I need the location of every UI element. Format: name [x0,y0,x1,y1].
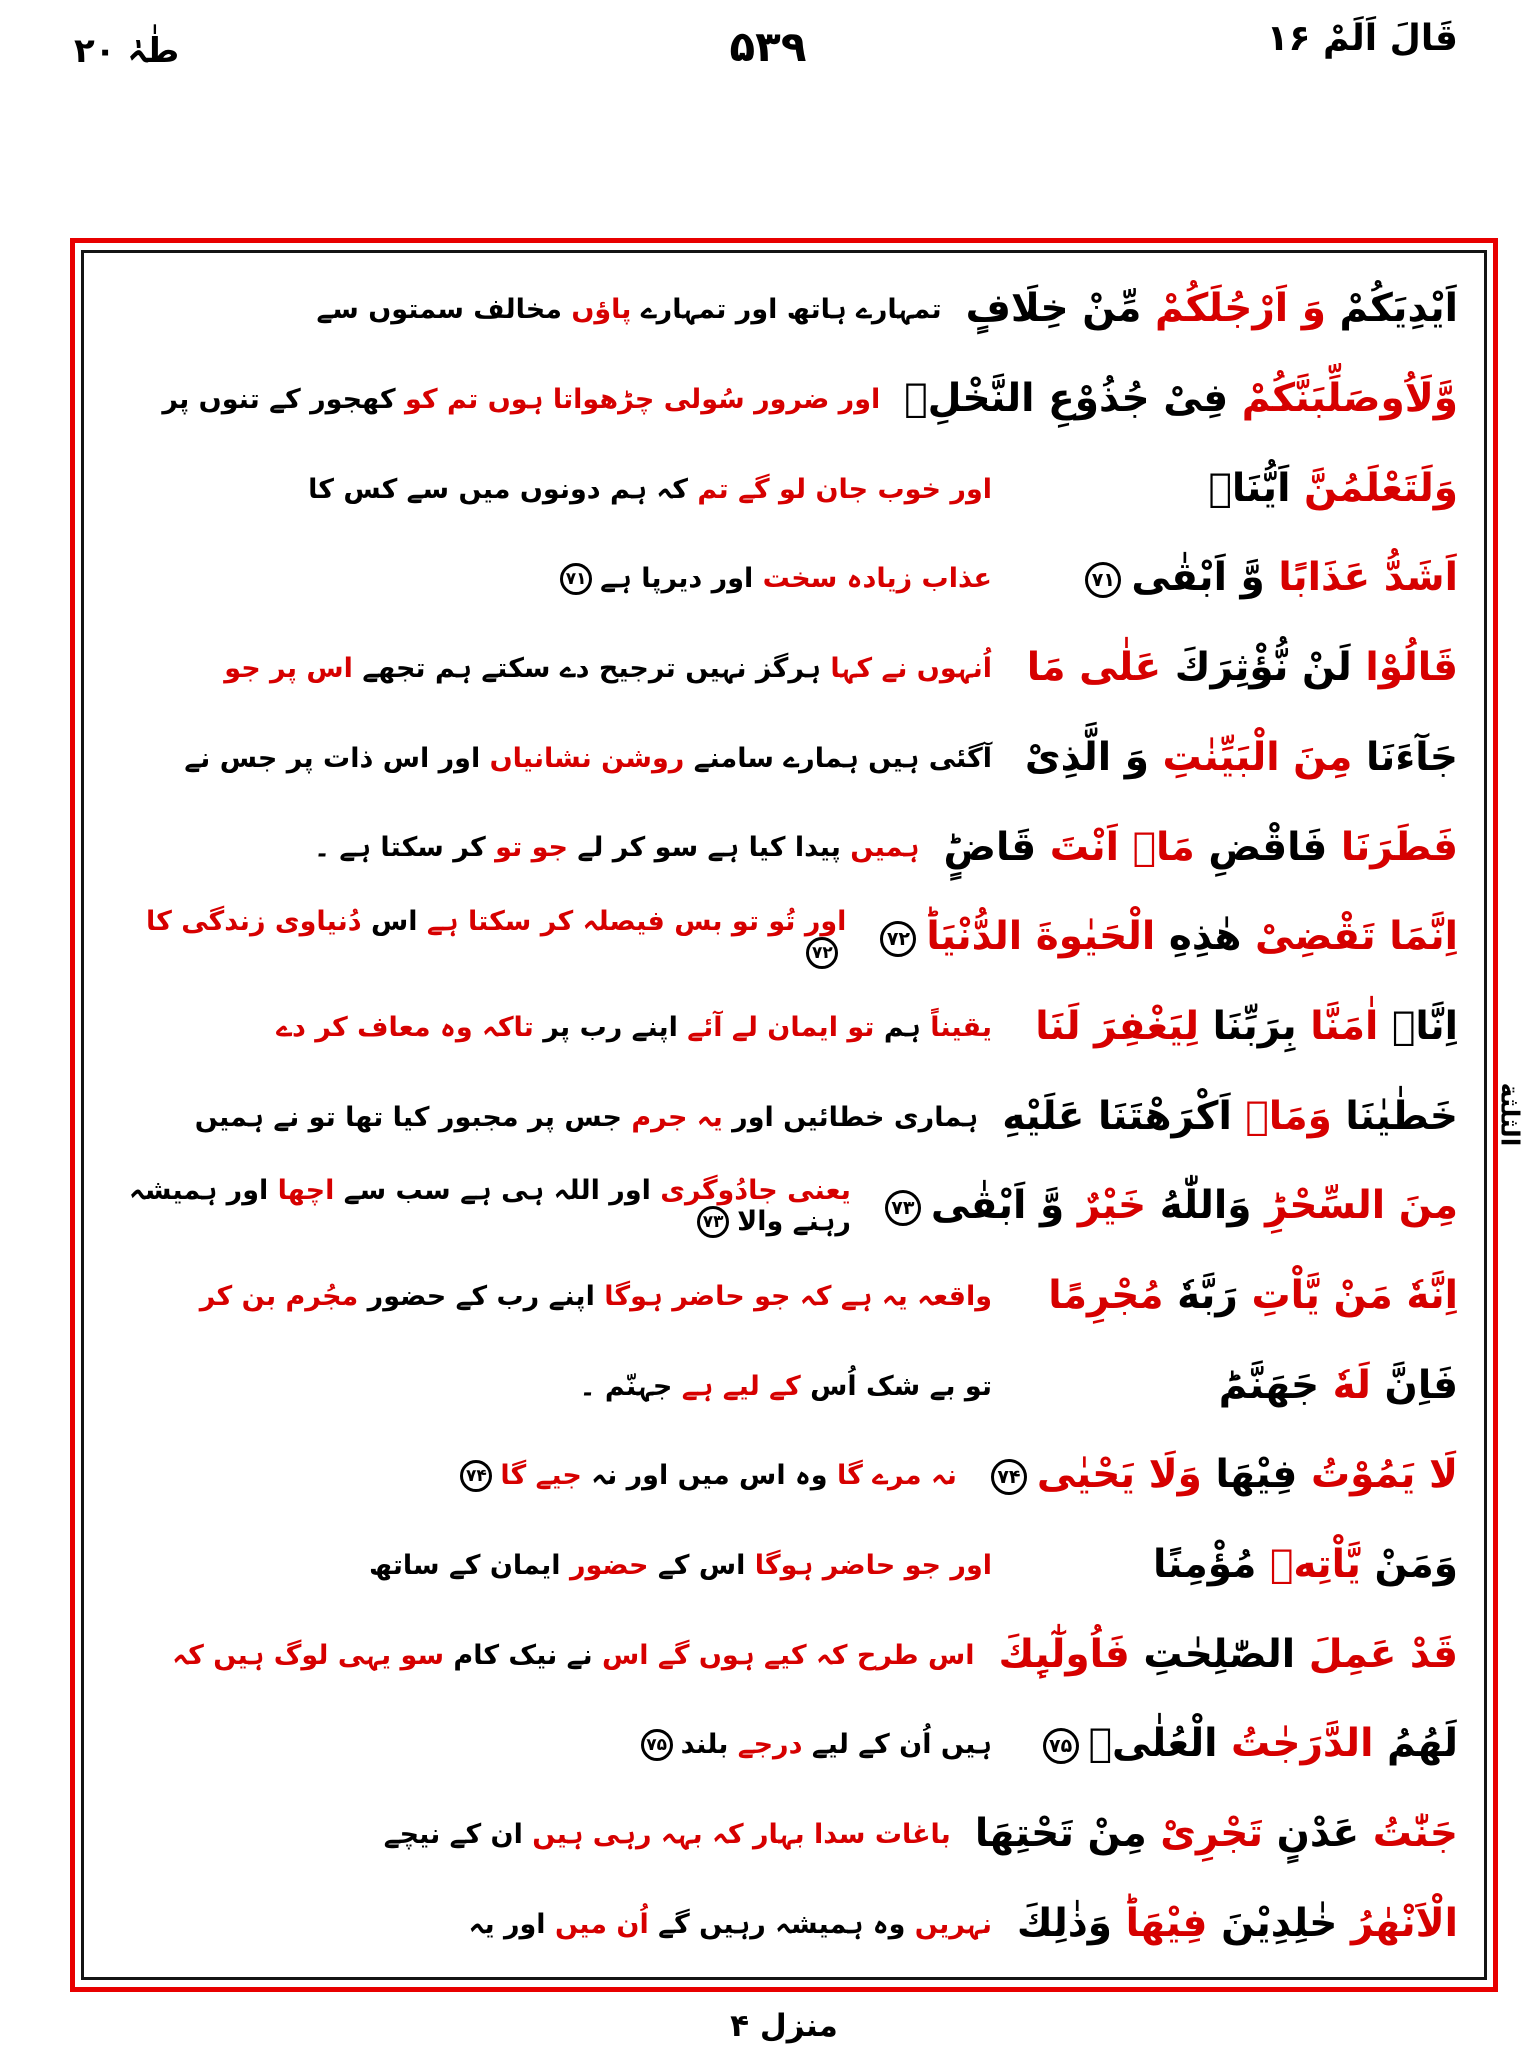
verse-marker: ۷۱ [1085,562,1121,598]
quran-line-row [102,1521,1458,1611]
quran-line-row [102,1341,1458,1431]
urdu-segment: اُن میں [554,1908,649,1940]
quran-line-row [102,534,1458,624]
arabic-line [1016,555,1458,601]
urdu-segment: نہ مرے گا [836,1459,957,1491]
arabic-line [965,286,1458,332]
urdu-segment: اور دیرپا ہے [600,562,754,594]
arabic-segment: فِیْهَا [1215,1452,1298,1498]
arabic-segment: جَنّٰتُ [1372,1811,1458,1857]
urdu-segment: اُنہوں نے کہا [830,653,992,685]
quran-line-row [102,713,1458,803]
arabic-segment: وَلَا یَحْیٰی [1036,1452,1202,1498]
urdu-translation-line [102,1819,975,1850]
urdu-translation-line [102,653,1016,684]
arabic-segment: الْحَیٰوةَ الدُّنْیَاؕ [926,914,1156,960]
page-header [0,0,1536,110]
urdu-segment: نہریں [914,1908,992,1940]
arabic-segment: عَدْنٍ [1276,1811,1360,1857]
quran-line-row [102,1790,1458,1880]
lines [84,253,1484,1977]
page-border-frame [70,238,1498,1992]
urdu-translation-line [102,1729,1016,1762]
arabic-segment: اٰمَنَّا [1310,1003,1379,1049]
arabic-segment: یَّاْتِهٖ [1269,1542,1361,1587]
quran-line-row [102,1610,1458,1700]
urdu-translation-line [102,1460,981,1493]
urdu-segment: جہنّم ۔ [579,1370,673,1402]
arabic-line [904,376,1458,422]
urdu-segment: اس پر جو [224,653,353,685]
arabic-segment: اِنَّمَا تَقْضِیْ [1255,914,1458,960]
urdu-segment: وہ اس میں اور نہ [591,1459,828,1491]
urdu-translation-line [102,1281,1016,1312]
arabic-segment: فَاُولٰٓىِٕكَ [998,1631,1130,1677]
urdu-segment: ہم [883,1011,921,1043]
urdu-segment: بلند [680,1728,729,1760]
urdu-segment: یقیناً [930,1011,992,1043]
urdu-segment: آگئی ہیں ہمارے سامنے [693,742,992,774]
urdu-segment: اس [370,905,418,937]
quran-line-row [102,1879,1458,1969]
urdu-segment: ایمان کے ساتھ [368,1549,561,1581]
urdu-segment: واقعہ یہ ہے کہ جو حاضر ہوگا [604,1280,992,1312]
urdu-segment: کر سکتا ہے ۔ [314,832,486,864]
quran-line-row [102,983,1458,1073]
arabic-line [1016,1542,1458,1587]
arabic-segment: خَیْرٌ [1077,1183,1147,1229]
urdu-segment: یہ جرم [631,1101,723,1133]
urdu-translation-line [102,474,1016,505]
urdu-translation-line [102,1012,1016,1043]
arabic-segment: خَطٰیٰنَا [1345,1093,1458,1139]
urdu-translation-line [102,743,1016,774]
urdu-segment: ہرگز نہیں ترجیح دے سکتے ہم تجھے [362,653,821,685]
verse-marker: ۷۵ [1043,1728,1079,1764]
arabic-segment: قَاضٍؕ [943,824,1037,870]
arabic-segment: وَ الَّذِیْ [1024,734,1149,780]
urdu-segment: درجے [737,1728,803,1760]
arabic-segment: مُؤْمِنًا [1153,1542,1257,1587]
arabic-line [1002,1093,1458,1139]
arabic-segment: وَمَنْ [1374,1542,1458,1587]
urdu-segment: اس طرح کہ کیے ہوں گے اس [602,1639,975,1671]
urdu-segment: اپنے رب پر [543,1011,678,1043]
arabic-segment: الصّٰلِحٰتِ [1143,1631,1296,1677]
verse-marker: ۷۴ [991,1459,1027,1495]
urdu-segment: اچھا [277,1174,335,1206]
arabic-line [1016,734,1458,780]
urdu-segment: مجُرم بن کر [199,1280,359,1312]
arabic-segment: لَنْ نُّؤْثِرَكَ [1174,645,1352,691]
verse-marker: ۷۳ [697,1206,729,1238]
arabic-segment: اَشَدُّ عَذَابًا [1278,555,1458,601]
urdu-translation-line [102,563,1016,596]
urdu-segment: کے لیے ہے [681,1370,801,1402]
quran-line-row [102,803,1458,893]
arabic-segment: وَّلَاُوصَلِّبَنَّكُمْ [1241,376,1458,422]
arabic-segment: وَذٰلِكَ [1016,1900,1113,1946]
arabic-line [1016,465,1458,511]
arabic-line [1016,1003,1458,1049]
urdu-segment: نے نیک کام [453,1639,593,1671]
arabic-line [875,1183,1458,1229]
arabic-segment: فِیْ جُذُوْعِ النَّخْلِۙ [904,376,1229,422]
urdu-segment: جیے گا [500,1459,582,1491]
urdu-segment: اپنے رب کے حضور [367,1280,595,1312]
arabic-line [1016,1900,1458,1946]
urdu-segment: تمہارے ہاتھ اور تمہارے [640,294,942,326]
urdu-translation-line [102,1550,1016,1581]
arabic-segment: خٰلِدِیْنَ [1221,1900,1338,1946]
urdu-translation-line [102,832,944,863]
arabic-line [1016,1362,1458,1408]
arabic-segment: لَا یَمُوْتُ [1310,1452,1458,1498]
arabic-line [870,914,1458,960]
urdu-segment: اور خوب جان لو گے تم [697,473,992,505]
margin-section-marker: الثلثة [1495,1082,1525,1147]
arabic-segment: قَدْ عَمِلَ [1308,1631,1458,1677]
arabic-line [1016,645,1458,691]
arabic-segment: مِنْ تَحْتِهَا [974,1811,1147,1857]
urdu-segment: مخالف سمتوں سے [316,294,562,326]
urdu-translation-line [102,294,966,325]
urdu-segment: اور ضرور سُولی چڑھواتا ہوں تم کو [404,384,881,415]
urdu-translation-line [102,1371,1016,1402]
urdu-segment: کہ ہم دونوں میں سے کس کا [308,473,688,505]
arabic-segment: مَاۤ اَنْتَ [1049,824,1195,870]
arabic-line [1016,1272,1458,1318]
urdu-segment: حضور [569,1549,649,1581]
urdu-segment: کھجور کے تنوں پر [162,384,396,415]
urdu-segment: تاکہ وہ معاف کر دے [276,1011,534,1043]
arabic-segment: قَالُوْا [1365,645,1458,691]
arabic-segment: مِنَ السِّحْرِؕ [1265,1183,1458,1229]
arabic-segment: هٰذِهِ [1168,914,1242,960]
arabic-segment: اَیُّنَاۤ [1208,465,1291,511]
urdu-translation-line [102,1909,1016,1940]
quran-line-row [102,624,1458,714]
arabic-segment: رَبَّهٗ [1177,1272,1238,1318]
arabic-segment: فَاِنَّ [1384,1362,1458,1408]
arabic-segment: الدَّرَجٰتُ [1231,1721,1374,1767]
urdu-segment: اور اللہ ہی ہے سب سے [343,1174,651,1206]
urdu-segment: وہ ہمیشہ رہیں گے [658,1908,906,1940]
arabic-segment: اَكْرَهْتَنَا عَلَیْهِ [1002,1093,1232,1139]
arabic-segment: فَطَرَنَا [1340,824,1458,870]
surah-name-header: طٰہٰ ۲۰ [74,31,180,71]
urdu-segment: روشن نشانیاں [489,742,685,774]
quran-line-row [102,265,1458,355]
verse-marker: ۷۳ [885,1190,921,1226]
arabic-segment: وَ اَرْجُلَكُمْ [1155,286,1326,332]
arabic-line [974,1811,1458,1857]
verse-marker: ۷۱ [560,563,592,595]
arabic-segment: اَیْدِیَكُمْ [1339,286,1458,332]
arabic-segment: لَهٗ [1332,1362,1371,1408]
arabic-segment: جَآءَنَا [1366,734,1458,780]
urdu-segment: اس کے [657,1549,746,1581]
quran-line-row [102,1072,1458,1162]
urdu-segment: عذاب زیادہ سخت [762,562,992,594]
arabic-segment: مِّنْ خِلَافٍ [965,286,1142,332]
urdu-translation-line [102,1175,875,1239]
verse-marker: ۷۴ [460,1460,492,1492]
urdu-segment: پیدا کیا ہے سو کر لے [577,832,841,864]
quran-line-row [102,355,1458,445]
arabic-segment: بِرَبِّنَا [1212,1003,1297,1049]
verse-marker: ۷۵ [641,1729,673,1761]
urdu-segment: یعنی جادُوگری [660,1174,851,1206]
juz-name-header: قَالَ اَلَمْ ۱۶ [1266,18,1458,59]
arabic-segment: وَّ اَبْقٰی [1131,555,1265,601]
arabic-segment: لَهُمُ [1387,1721,1458,1767]
urdu-segment: سو یہی لوگ ہیں کہ [172,1639,444,1671]
quran-line-row [102,1162,1458,1252]
verse-marker: ۷۲ [806,937,838,969]
arabic-segment: وَمَاۤ [1245,1093,1332,1139]
arabic-segment: وَّ اَبْقٰی [930,1183,1065,1229]
quran-line-row [102,893,1458,983]
urdu-segment: تو بے شک اُس [810,1370,992,1402]
arabic-line [998,1631,1458,1677]
verse-marker: ۷۲ [880,921,916,957]
urdu-segment: اور جو حاضر ہوگا [754,1549,992,1581]
arabic-segment: مِنَ الْبَیِّنٰتِ [1162,734,1353,780]
urdu-segment: جس پر مجبور کیا تھا تو نے ہمیں [194,1101,622,1133]
arabic-line [943,824,1458,870]
arabic-segment: وَلَتَعْلَمُنَّ [1304,465,1458,511]
arabic-segment: الْاَنْهٰرُ [1350,1900,1458,1946]
urdu-segment: ہمیں [850,832,920,864]
arabic-segment: لِیَغْفِرَ لَنَا [1035,1003,1199,1049]
arabic-segment: تَجْرِیْ [1160,1811,1264,1857]
arabic-segment: مُجْرِمًا [1048,1272,1164,1318]
arabic-segment: الْعُلٰیۙ [1088,1721,1218,1767]
arabic-segment: اِنَّهٗ مَنْ یَّاْتِ [1251,1272,1458,1318]
urdu-translation-line [102,384,904,415]
urdu-segment: ہیں اُن کے لیے [811,1728,992,1760]
arabic-line [1016,1721,1458,1767]
quran-line-row [102,1700,1458,1790]
quran-line-row [102,1252,1458,1342]
quran-line-row [102,1431,1458,1521]
arabic-segment: فَاقْضِ [1208,824,1328,870]
arabic-segment: وَاللّٰهُ [1159,1183,1252,1229]
arabic-segment: جَهَنَّمَؕ [1218,1362,1320,1408]
urdu-translation-line [102,1102,1002,1133]
urdu-segment: اور اس ذات پر جس نے [184,742,481,774]
urdu-segment: باغات سدا بہار کہ بہہ رہی ہیں [532,1819,951,1850]
arabic-segment: اِنَّاۤ [1391,1003,1458,1049]
page-number: ۵۳۹ [729,22,807,71]
urdu-translation-line [102,1640,999,1671]
arabic-line [981,1452,1458,1498]
urdu-segment: اور تُو تو بس فیصلہ کر سکتا ہے [426,905,847,937]
urdu-segment: جو تو [495,832,568,864]
urdu-segment: اور یہ [468,1908,546,1940]
urdu-segment: ہماری خطائیں اور [732,1101,979,1133]
urdu-translation-line [102,906,870,970]
arabic-segment: عَلٰی مَا [1026,645,1162,691]
inner-border-frame [81,250,1487,1980]
urdu-segment: تو ایمان لے آئے [687,1011,875,1043]
urdu-segment: اور ہمیشہ رہنے والا [129,1174,851,1237]
urdu-segment: پاؤں [571,294,632,326]
arabic-segment: فِیْهَاؕ [1125,1900,1208,1946]
urdu-segment: دُنیاوی زندگی کا [145,905,362,937]
quran-line-row [102,444,1458,534]
manzil-footer: منزل ۴ [730,2008,838,2044]
urdu-segment: ان کے نیچے [383,1819,523,1850]
